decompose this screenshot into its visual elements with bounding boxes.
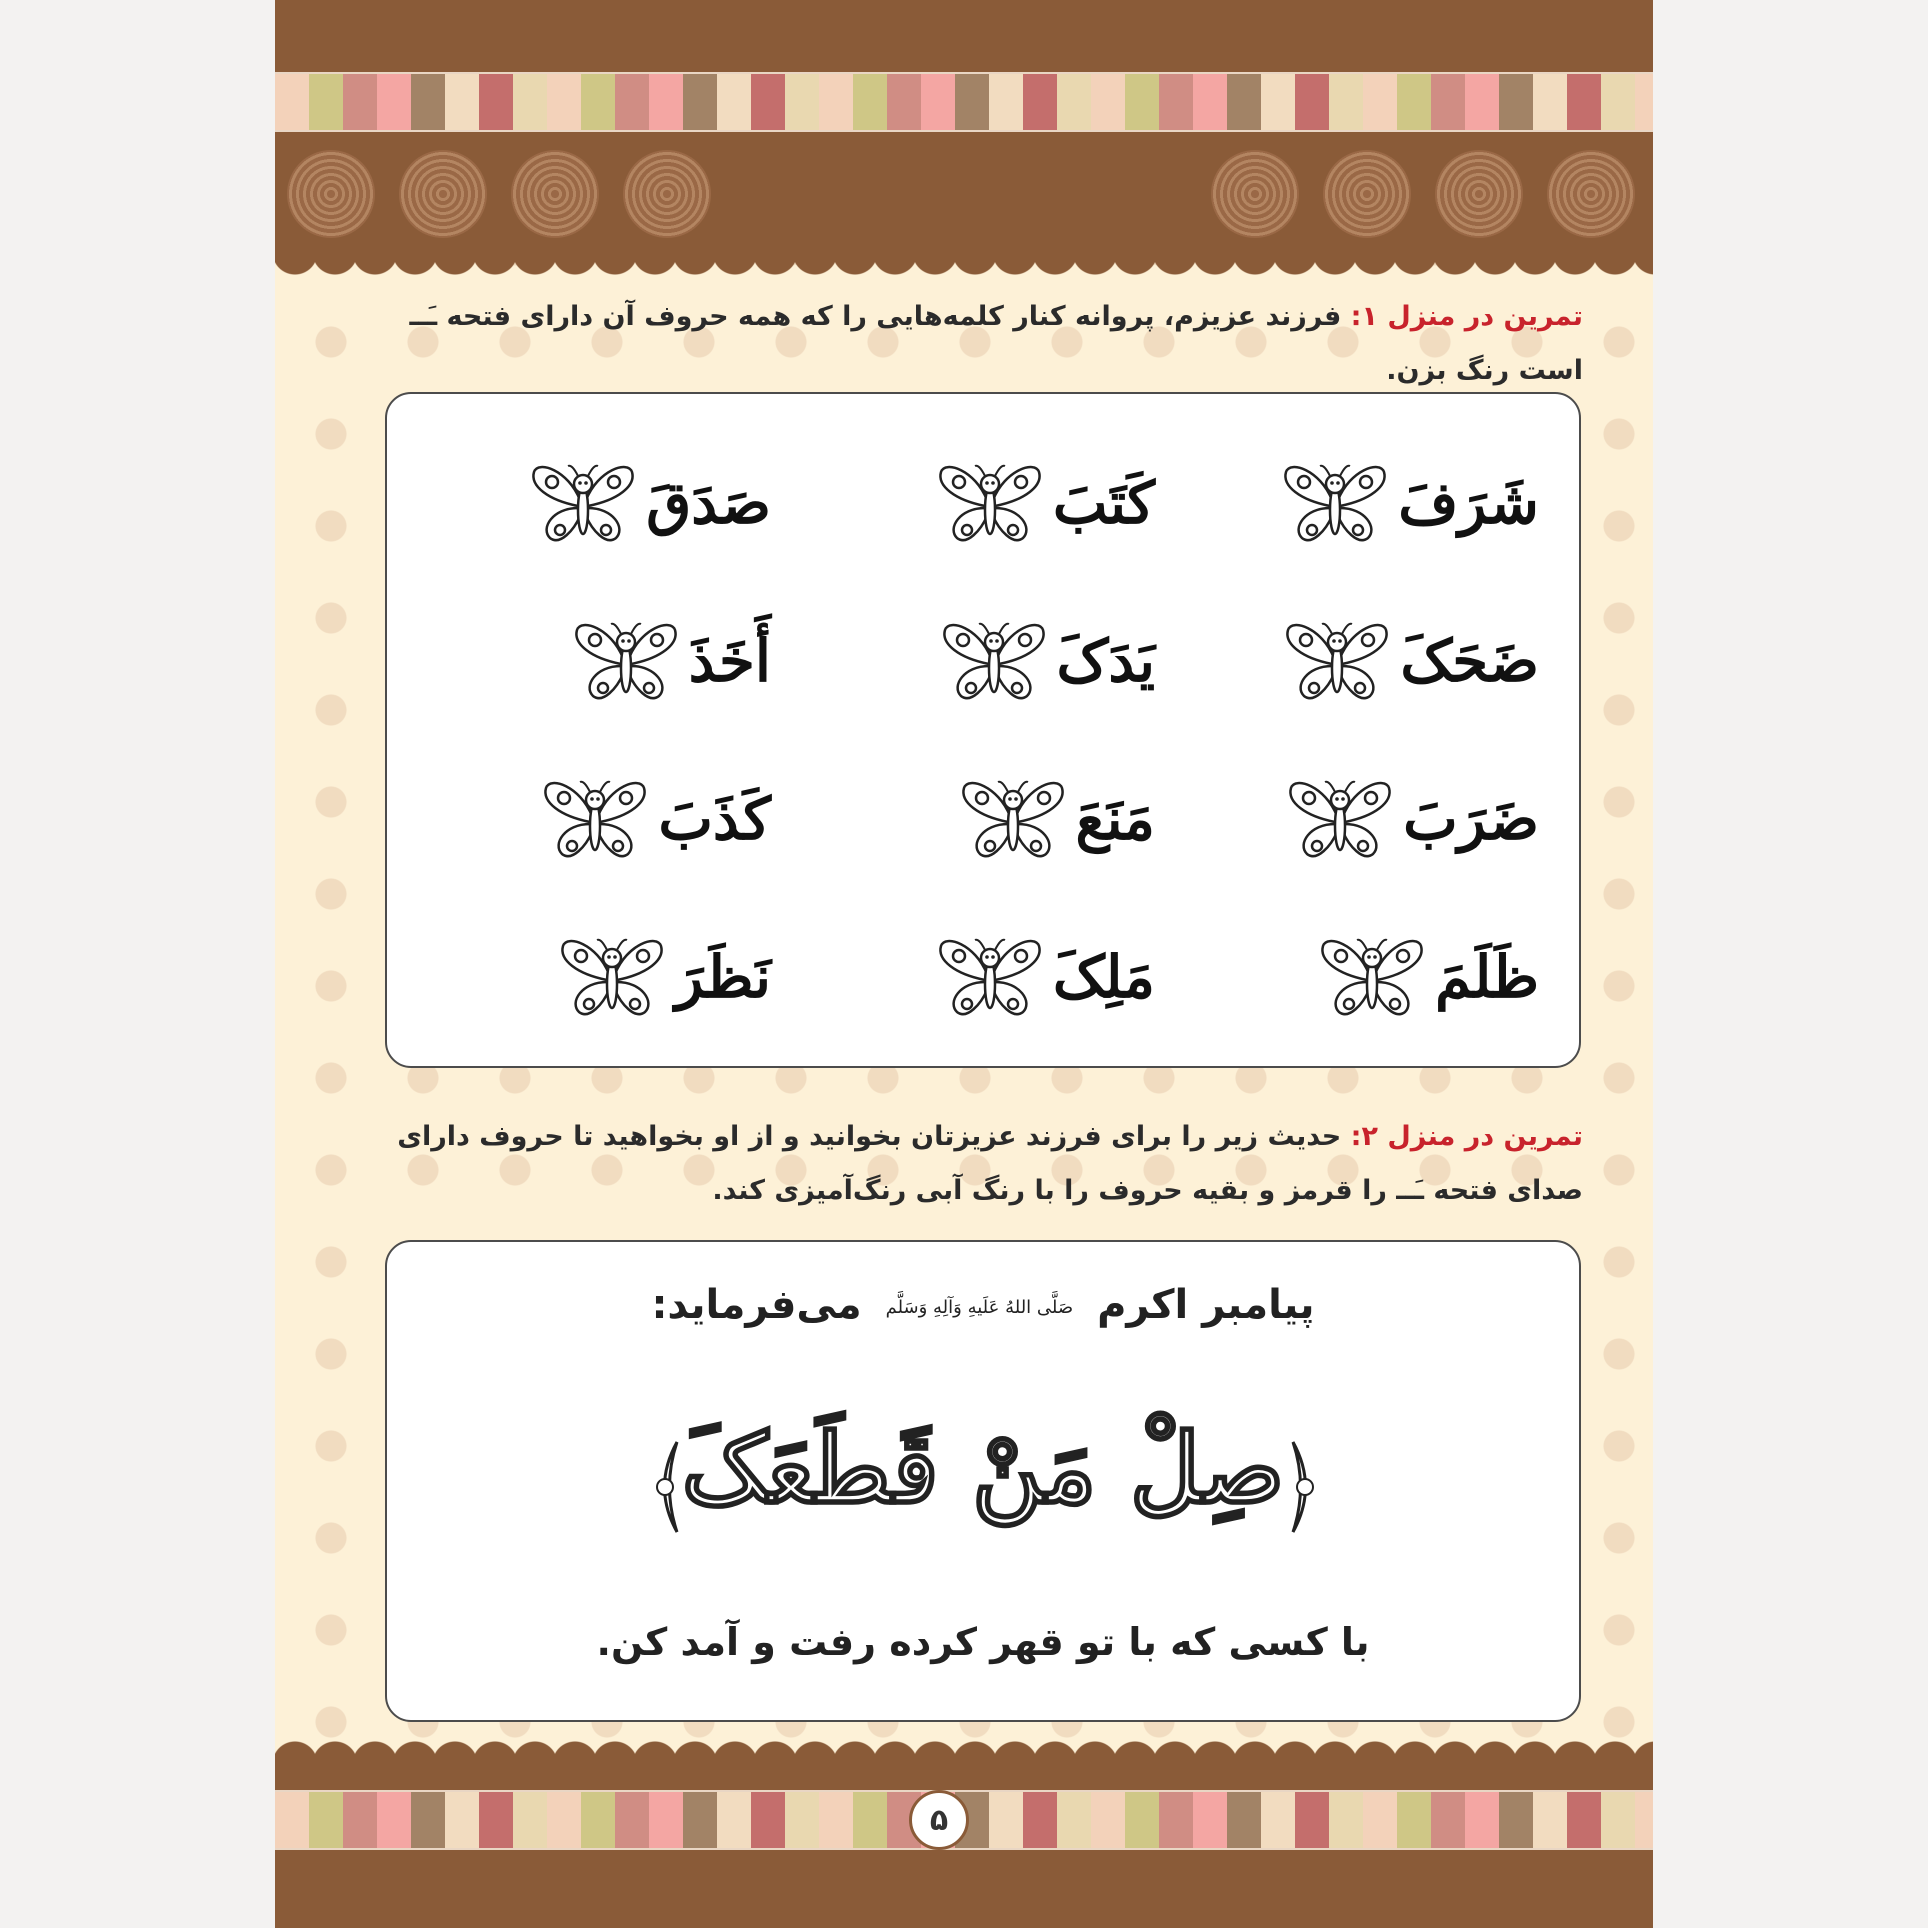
word-item	[407, 424, 791, 582]
word-item	[1175, 424, 1559, 582]
word-item	[791, 582, 1175, 740]
butterfly-icon[interactable]	[571, 618, 681, 704]
word-text: أَخَذَ	[688, 627, 771, 695]
word-panel	[385, 392, 1581, 1068]
butterfly-icon[interactable]	[958, 776, 1068, 862]
word-text: ضَرَبَ	[1403, 785, 1539, 853]
header-scallop	[275, 252, 1653, 282]
exercise-1-label: تمرین در منزل ۱:	[1350, 301, 1583, 332]
hadith-panel	[385, 1240, 1581, 1722]
word-item	[407, 740, 791, 898]
ornament-right-icon	[1283, 1437, 1323, 1537]
butterfly-icon[interactable]	[557, 934, 667, 1020]
word-item	[791, 898, 1175, 1056]
word-item	[791, 424, 1175, 582]
word-text: صَدَقَ	[646, 469, 771, 537]
butterfly-icon[interactable]	[939, 618, 1049, 704]
swirl-decoration	[623, 150, 711, 238]
butterfly-icon[interactable]	[935, 934, 1045, 1020]
butterfly-icon[interactable]	[528, 460, 638, 546]
word-item	[791, 740, 1175, 898]
swirl-decoration	[1435, 150, 1523, 238]
worksheet-page	[275, 0, 1653, 1928]
word-item	[1175, 898, 1559, 1056]
word-item	[407, 898, 791, 1056]
swirl-decoration	[1211, 150, 1299, 238]
butterfly-icon[interactable]	[540, 776, 650, 862]
exercise-2-instruction	[383, 1110, 1583, 1218]
word-text: ظَلَمَ	[1435, 943, 1539, 1011]
hadith-intro-prophet: پیامبر اکرم	[1097, 1282, 1315, 1328]
hadith-translation: با کسی که با تو قهر کرده رفت و آمد کن.	[596, 1620, 1370, 1664]
word-grid	[387, 394, 1579, 1066]
footer-band	[275, 1760, 1653, 1928]
exercise-2-label: تمرین در منزل ۲:	[1350, 1121, 1583, 1152]
word-text: کَذَبَ	[658, 785, 771, 853]
word-text: مَنَعَ	[1075, 785, 1155, 853]
exercise-1-instruction	[383, 290, 1583, 398]
header-stripes	[275, 72, 1653, 132]
hadith-arabic-outline: صِلْ مَنْ قَطَعَکَ	[681, 1412, 1285, 1525]
word-text: کَتَبَ	[1052, 469, 1155, 537]
butterfly-icon[interactable]	[1280, 460, 1390, 546]
word-text: شَرَفَ	[1398, 469, 1539, 537]
swirl-decoration	[1323, 150, 1411, 238]
word-item	[1175, 740, 1559, 898]
word-text: ضَحَکَ	[1400, 627, 1539, 695]
page-number: ۵	[909, 1790, 969, 1850]
butterfly-icon[interactable]	[1282, 618, 1392, 704]
swirl-decoration	[511, 150, 599, 238]
word-item	[407, 582, 791, 740]
word-text: نَظَرَ	[675, 943, 771, 1011]
swirl-decoration	[399, 150, 487, 238]
hadith-intro	[387, 1282, 1579, 1328]
swirl-decoration	[1547, 150, 1635, 238]
word-text: مَلِکَ	[1052, 943, 1155, 1011]
exercise-2-text: حدیث زیر را برای فرزند عزیزتان بخوانید و از او بخواهید تا حروف دارای صدای فتحه ـَــ را قرمز و بقیه حروف را با رنگ آبی رنگ‌آمیزی کند.	[397, 1121, 1583, 1206]
hadith-intro-says: می‌فرماید:	[651, 1282, 862, 1328]
honorific-text: صَلَّی اللهُ عَلَیهِ وَآلِهِ وَسَلَّم	[885, 1296, 1074, 1318]
word-text: یَدَکَ	[1056, 627, 1155, 695]
butterfly-icon[interactable]	[1285, 776, 1395, 862]
exercise-1-text: فرزند عزیزم، پروانه کنار کلمه‌هایی را که همه حروف آن دارای فتحه ـَــ است رنگ بزن.	[409, 301, 1583, 386]
header-band	[275, 0, 1653, 262]
butterfly-icon[interactable]	[935, 460, 1045, 546]
butterfly-icon[interactable]	[1317, 934, 1427, 1020]
swirl-decoration	[287, 150, 375, 238]
word-item	[1175, 582, 1559, 740]
